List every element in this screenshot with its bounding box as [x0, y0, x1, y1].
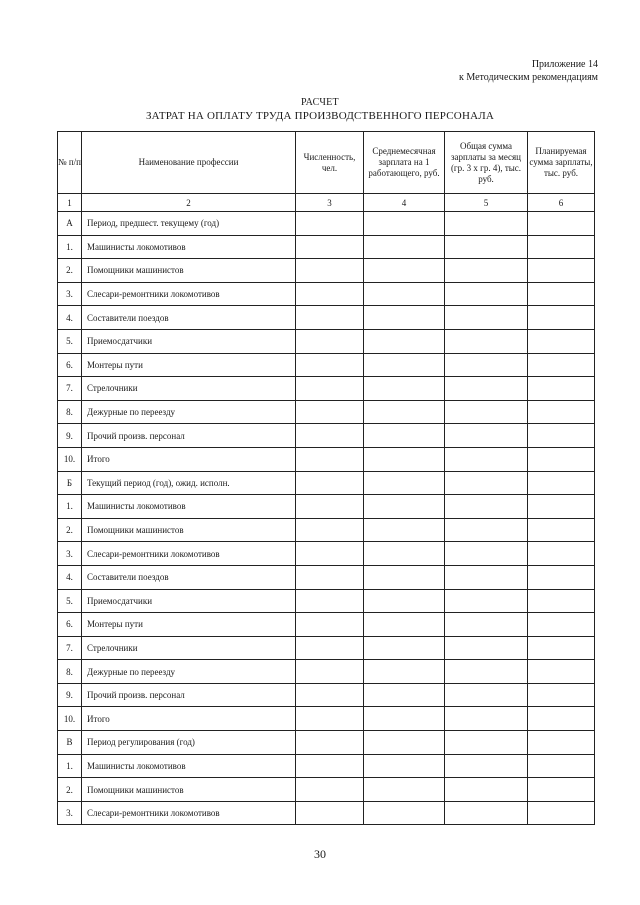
- profession-name: Прочий произв. персонал: [82, 424, 296, 448]
- profession-name: Машинисты локомотивов: [82, 495, 296, 519]
- avg-salary-cell: [364, 660, 445, 684]
- row-number: 7.: [58, 377, 82, 401]
- headcount-cell: [296, 400, 364, 424]
- profession-name: Дежурные по переезду: [82, 660, 296, 684]
- row-number: 1.: [58, 754, 82, 778]
- row-number: 4.: [58, 306, 82, 330]
- row-number: 6.: [58, 613, 82, 637]
- profession-name: Слесари-ремонтники локомотивов: [82, 801, 296, 825]
- avg-salary-cell: [364, 801, 445, 825]
- avg-salary-cell: [364, 235, 445, 259]
- table-row: [58, 660, 595, 684]
- profession-name: Стрелочники: [82, 377, 296, 401]
- profession-name: Приемосдатчики: [82, 589, 296, 613]
- row-number: 2.: [58, 778, 82, 802]
- headcount-cell: [296, 353, 364, 377]
- profession-name: Составители поездов: [82, 306, 296, 330]
- planned-salary-cell: [528, 542, 595, 566]
- planned-salary-cell: [528, 235, 595, 259]
- avg-salary-cell: [364, 636, 445, 660]
- planned-salary-cell: [528, 212, 595, 236]
- avg-salary-cell: [364, 754, 445, 778]
- planned-salary-cell: [528, 660, 595, 684]
- table-row: [58, 801, 595, 825]
- row-number: 2.: [58, 518, 82, 542]
- total-salary-cell: [445, 589, 528, 613]
- row-number: 4.: [58, 565, 82, 589]
- total-salary-cell: [445, 707, 528, 731]
- row-number: 7.: [58, 636, 82, 660]
- avg-salary-cell: [364, 259, 445, 283]
- header-headcount: Численность, чел.: [296, 132, 364, 194]
- profession-name: Текущий период (год), ожид. исполн.: [82, 471, 296, 495]
- headcount-cell: [296, 329, 364, 353]
- avg-salary-cell: [364, 377, 445, 401]
- headcount-cell: [296, 235, 364, 259]
- table-row: [58, 731, 595, 755]
- headcount-cell: [296, 377, 364, 401]
- table-row: [58, 636, 595, 660]
- row-number: 3.: [58, 282, 82, 306]
- appendix-line-1: Приложение 14: [531, 59, 598, 70]
- total-salary-cell: [445, 400, 528, 424]
- doc-title: РАСЧЕТ: [301, 97, 339, 108]
- table-row: [58, 212, 595, 236]
- row-number: 9.: [58, 424, 82, 448]
- planned-salary-cell: [528, 636, 595, 660]
- profession-name: Стрелочники: [82, 636, 296, 660]
- table-row: [58, 424, 595, 448]
- headcount-cell: [296, 306, 364, 330]
- total-salary-cell: [445, 565, 528, 589]
- avg-salary-cell: [364, 282, 445, 306]
- header-avg-salary: Среднемесячная зарплата на 1 работающего, руб.: [364, 132, 445, 194]
- headcount-cell: [296, 683, 364, 707]
- table-row: [58, 778, 595, 802]
- profession-name: Помощники машинистов: [82, 778, 296, 802]
- table-row: [58, 353, 595, 377]
- avg-salary-cell: [364, 778, 445, 802]
- appendix-line-2: к Методическим рекомендациям: [458, 72, 598, 83]
- planned-salary-cell: [528, 565, 595, 589]
- row-number: 10.: [58, 447, 82, 471]
- avg-salary-cell: [364, 495, 445, 519]
- planned-salary-cell: [528, 589, 595, 613]
- avg-salary-cell: [364, 306, 445, 330]
- table-row: [58, 589, 595, 613]
- col-number: 1: [58, 194, 82, 212]
- total-salary-cell: [445, 778, 528, 802]
- row-number: Б: [58, 471, 82, 495]
- profession-name: Помощники машинистов: [82, 259, 296, 283]
- table-row: [58, 495, 595, 519]
- total-salary-cell: [445, 518, 528, 542]
- row-number: В: [58, 731, 82, 755]
- col-number: 4: [364, 194, 445, 212]
- headcount-cell: [296, 212, 364, 236]
- table-row: [58, 377, 595, 401]
- page-number: 30: [314, 847, 326, 861]
- headcount-cell: [296, 754, 364, 778]
- header-row: [58, 132, 595, 194]
- row-number: 1.: [58, 495, 82, 519]
- profession-name: Прочий произв. персонал: [82, 683, 296, 707]
- planned-salary-cell: [528, 495, 595, 519]
- planned-salary-cell: [528, 377, 595, 401]
- planned-salary-cell: [528, 754, 595, 778]
- total-salary-cell: [445, 424, 528, 448]
- headcount-cell: [296, 613, 364, 637]
- planned-salary-cell: [528, 447, 595, 471]
- headcount-cell: [296, 589, 364, 613]
- total-salary-cell: [445, 471, 528, 495]
- planned-salary-cell: [528, 518, 595, 542]
- planned-salary-cell: [528, 329, 595, 353]
- headcount-cell: [296, 495, 364, 519]
- total-salary-cell: [445, 282, 528, 306]
- planned-salary-cell: [528, 353, 595, 377]
- header-planned-salary: Планируемая сумма зарплаты, тыс. руб.: [528, 132, 595, 194]
- planned-salary-cell: [528, 400, 595, 424]
- header-total-salary: Общая сумма зарплаты за месяц (гр. 3 х гр. 4), тыс. руб.: [445, 132, 528, 194]
- table-row: [58, 683, 595, 707]
- table-row: [58, 518, 595, 542]
- total-salary-cell: [445, 683, 528, 707]
- planned-salary-cell: [528, 778, 595, 802]
- avg-salary-cell: [364, 542, 445, 566]
- profession-name: Приемосдатчики: [82, 329, 296, 353]
- row-number: 3.: [58, 542, 82, 566]
- row-number: 8.: [58, 400, 82, 424]
- row-number: 2.: [58, 259, 82, 283]
- total-salary-cell: [445, 754, 528, 778]
- avg-salary-cell: [364, 589, 445, 613]
- avg-salary-cell: [364, 683, 445, 707]
- table-row: [58, 471, 595, 495]
- row-number: 3.: [58, 801, 82, 825]
- headcount-cell: [296, 731, 364, 755]
- planned-salary-cell: [528, 306, 595, 330]
- total-salary-cell: [445, 660, 528, 684]
- total-salary-cell: [445, 495, 528, 519]
- planned-salary-cell: [528, 801, 595, 825]
- profession-name: Итого: [82, 707, 296, 731]
- headcount-cell: [296, 447, 364, 471]
- table-row: [58, 447, 595, 471]
- avg-salary-cell: [364, 731, 445, 755]
- profession-name: Помощники машинистов: [82, 518, 296, 542]
- headcount-cell: [296, 542, 364, 566]
- headcount-cell: [296, 778, 364, 802]
- table-row: [58, 754, 595, 778]
- headcount-cell: [296, 801, 364, 825]
- total-salary-cell: [445, 212, 528, 236]
- planned-salary-cell: [528, 683, 595, 707]
- headcount-cell: [296, 471, 364, 495]
- profession-name: Монтеры пути: [82, 613, 296, 637]
- total-salary-cell: [445, 377, 528, 401]
- column-numbers-row: [58, 194, 595, 212]
- profession-name: Период регулирования (год): [82, 731, 296, 755]
- avg-salary-cell: [364, 447, 445, 471]
- total-salary-cell: [445, 613, 528, 637]
- header-num: № п/п: [58, 132, 82, 194]
- avg-salary-cell: [364, 353, 445, 377]
- col-number: 2: [82, 194, 296, 212]
- profession-name: Монтеры пути: [82, 353, 296, 377]
- row-number: 5.: [58, 589, 82, 613]
- total-salary-cell: [445, 447, 528, 471]
- planned-salary-cell: [528, 259, 595, 283]
- total-salary-cell: [445, 353, 528, 377]
- table-row: [58, 613, 595, 637]
- planned-salary-cell: [528, 424, 595, 448]
- table-row: [58, 306, 595, 330]
- total-salary-cell: [445, 801, 528, 825]
- profession-name: Итого: [82, 447, 296, 471]
- planned-salary-cell: [528, 707, 595, 731]
- headcount-cell: [296, 282, 364, 306]
- avg-salary-cell: [364, 565, 445, 589]
- appendix-note: [459, 58, 598, 84]
- row-number: 10.: [58, 707, 82, 731]
- avg-salary-cell: [364, 707, 445, 731]
- table-row: [58, 259, 595, 283]
- row-number: 6.: [58, 353, 82, 377]
- table-row: [58, 707, 595, 731]
- col-number: 6: [528, 194, 595, 212]
- headcount-cell: [296, 636, 364, 660]
- table-row: [58, 400, 595, 424]
- headcount-cell: [296, 565, 364, 589]
- row-number: 1.: [58, 235, 82, 259]
- table-row: [58, 282, 595, 306]
- profession-name: Слесари-ремонтники локомотивов: [82, 542, 296, 566]
- avg-salary-cell: [364, 518, 445, 542]
- total-salary-cell: [445, 306, 528, 330]
- table-row: [58, 565, 595, 589]
- row-number: 5.: [58, 329, 82, 353]
- total-salary-cell: [445, 636, 528, 660]
- planned-salary-cell: [528, 282, 595, 306]
- profession-name: Машинисты локомотивов: [82, 235, 296, 259]
- avg-salary-cell: [364, 613, 445, 637]
- profession-name: Дежурные по переезду: [82, 400, 296, 424]
- profession-name: Период, предшест. текущему (год): [82, 212, 296, 236]
- header-profession: Наименование профессии: [82, 132, 296, 194]
- total-salary-cell: [445, 731, 528, 755]
- col-number: 5: [445, 194, 528, 212]
- planned-salary-cell: [528, 471, 595, 495]
- headcount-cell: [296, 707, 364, 731]
- row-number: 9.: [58, 683, 82, 707]
- total-salary-cell: [445, 329, 528, 353]
- avg-salary-cell: [364, 212, 445, 236]
- total-salary-cell: [445, 235, 528, 259]
- table-row: [58, 235, 595, 259]
- profession-name: Машинисты локомотивов: [82, 754, 296, 778]
- avg-salary-cell: [364, 400, 445, 424]
- profession-name: Слесари-ремонтники локомотивов: [82, 282, 296, 306]
- total-salary-cell: [445, 542, 528, 566]
- doc-subtitle: ЗАТРАТ НА ОПЛАТУ ТРУДА ПРОИЗВОДСТВЕННОГО ПЕРСОНАЛА: [145, 110, 495, 122]
- planned-salary-cell: [528, 731, 595, 755]
- avg-salary-cell: [364, 424, 445, 448]
- col-number: 3: [296, 194, 364, 212]
- table-row: [58, 542, 595, 566]
- headcount-cell: [296, 424, 364, 448]
- total-salary-cell: [445, 259, 528, 283]
- headcount-cell: [296, 518, 364, 542]
- planned-salary-cell: [528, 613, 595, 637]
- labor-cost-table: [57, 131, 595, 825]
- table-row: [58, 329, 595, 353]
- headcount-cell: [296, 259, 364, 283]
- profession-name: Составители поездов: [82, 565, 296, 589]
- headcount-cell: [296, 660, 364, 684]
- avg-salary-cell: [364, 329, 445, 353]
- avg-salary-cell: [364, 471, 445, 495]
- row-number: А: [58, 212, 82, 236]
- row-number: 8.: [58, 660, 82, 684]
